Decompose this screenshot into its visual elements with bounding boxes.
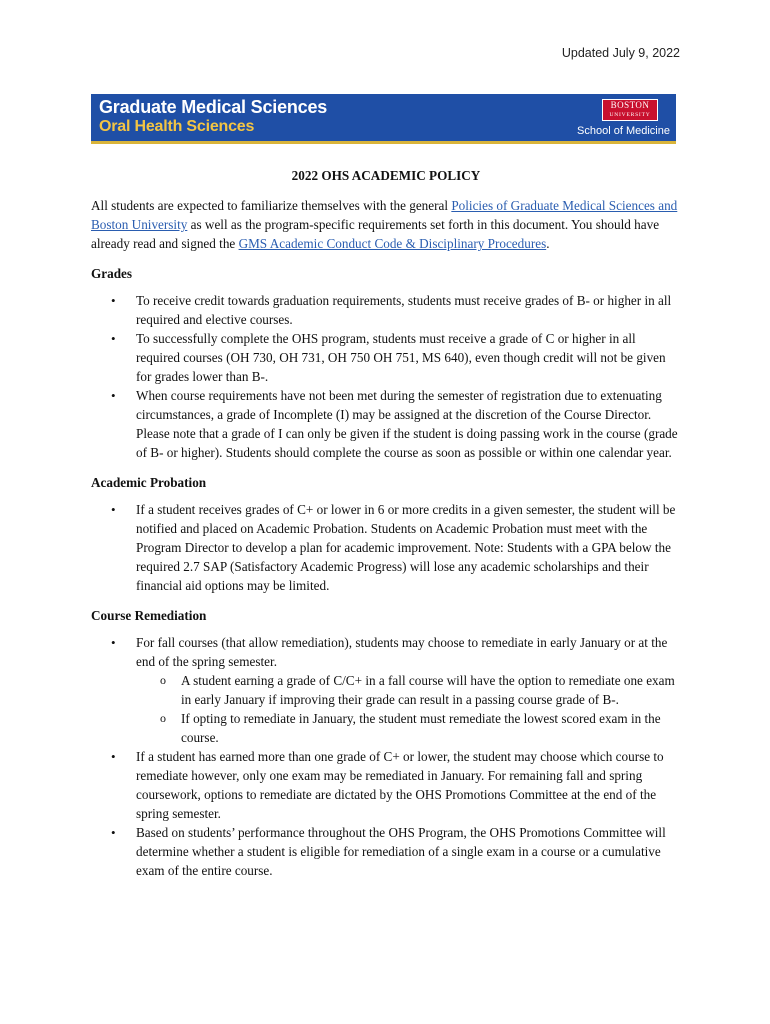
grades-list — [91, 291, 681, 462]
school-of-medicine-label: School of Medicine — [577, 125, 670, 137]
boston-university-logo — [602, 99, 658, 121]
logo-university-text: UNIVERSITY — [609, 112, 651, 118]
intro-paragraph — [91, 196, 681, 253]
probation-heading: Academic Probation — [91, 475, 207, 490]
document-body — [91, 166, 681, 880]
sub-list-item: o If opting to remediate in January, the student must remediate the lowest scored exam in the course. — [181, 709, 681, 747]
list-item: • To receive credit towards graduation requirements, students must receive grades of B- or higher in all required and elective courses. — [136, 291, 681, 329]
grades-heading: Grades — [91, 266, 133, 281]
list-item: • If a student receives grades of C+ or lower in 6 or more credits in a given semester, the student will be notified and placed on Academic Probation. Students on Academic Probation must meet with the Program Director to develop a plan for academic improvement. Note: Students with a GPA below the required 2.7 SAP (Satisfactory Academic Progress) will lose any academic scholarships and their financial aid options may be limited. — [136, 500, 681, 595]
intro-text-3: . — [546, 236, 550, 251]
list-item: • If a student has earned more than one grade of C+ or lower, the student may choose which course to remediate however, only one exam may be remediated in January. For remaining fall and spring coursework, options to remediate are dictated by the OHS Promotions Committee at the end of the spring semester. — [136, 747, 681, 823]
conduct-code-link[interactable]: GMS Academic Conduct Code & Disciplinary Procedures — [238, 236, 547, 251]
sub-list-item: o A student earning a grade of C/C+ in a fall course will have the option to remediate one exam in early January if improving their grade can result in a passing course grade of B-. — [181, 671, 681, 709]
list-item-text: For fall courses (that allow remediation), students may choose to remediate in early January or at the end of the spring semester. — [136, 635, 668, 669]
header-banner — [91, 94, 676, 144]
policies-link[interactable]: Policies of Graduate Medical Sciences and Boston University — [91, 198, 678, 232]
list-item: • When course requirements have not been met during the semester of registration due to extenuating circumstances, a grade of Incomplete (I) may be assigned at the discretion of the Course Director. Please note that a grade of I can only be given if the student is doing passing work in the course (grade of B- or higher). Students should complete the course as soon as possible or within one calendar year. — [136, 386, 681, 462]
remediation-sublist — [136, 671, 681, 747]
probation-list — [91, 500, 681, 595]
banner-subtitle: Oral Health Sciences — [99, 118, 255, 135]
intro-text-1: All students are expected to familiarize themselves with the general — [91, 198, 452, 213]
page-title: 2022 OHS ACADEMIC POLICY — [291, 168, 481, 183]
remediation-heading: Course Remediation — [91, 608, 207, 623]
list-item: • To successfully complete the OHS program, students must receive a grade of C or higher in all required courses (OH 730, OH 731, OH 750 OH 751, MS 640), even though credit will not be given for grades lower than B-. — [136, 329, 681, 386]
updated-date: Updated July 9, 2022 — [561, 46, 680, 60]
remediation-list — [91, 633, 681, 880]
logo-boston-text: BOSTON — [610, 100, 650, 110]
list-item — [136, 633, 681, 747]
banner-title: Graduate Medical Sciences — [99, 97, 328, 117]
intro-text-2: as well as the program-specific requirements set forth in this document. You should have already read and signed the — [91, 217, 660, 251]
list-item: • Based on students’ performance throughout the OHS Program, the OHS Promotions Committee will determine whether a student is eligible for remediation of a single exam in a course or a cumulative exam of the entire course. — [136, 823, 681, 880]
